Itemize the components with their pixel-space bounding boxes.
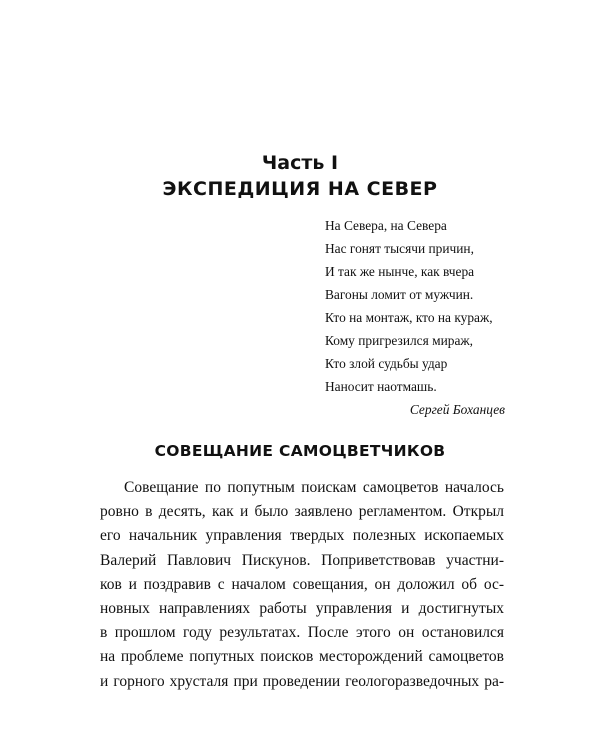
paragraph-line: и горного хрусталя при проведении геологоразведочных ра- bbox=[100, 672, 504, 690]
epigraph-line: И так же нынче, как вчера bbox=[325, 264, 475, 279]
paragraph-line: в прошлом году результатах. После этого он остановился bbox=[100, 624, 504, 642]
epigraph-line: Кто на монтаж, кто на кураж, bbox=[325, 310, 493, 325]
paragraph-line: новных направлениях работы управления и достигнутых bbox=[100, 600, 504, 618]
epigraph-line: На Севера, на Севера bbox=[325, 218, 447, 233]
part-title: ЭКСПЕДИЦИЯ НА СЕВЕР bbox=[162, 178, 438, 200]
epigraph-line: Кому пригрезился мираж, bbox=[325, 333, 474, 348]
epigraph-line: Нас гонят тысячи причин, bbox=[325, 241, 474, 256]
epigraph-line: Наносит наотмашь. bbox=[325, 379, 437, 394]
paragraph-line: Совещание по попутным поискам самоцветов началось bbox=[124, 479, 504, 496]
part-label: Часть I bbox=[261, 152, 339, 174]
paragraph-line: ровно в десять, как и было заявлено регламентом. Открыл bbox=[100, 503, 504, 521]
epigraph-author: Сергей Боханцев bbox=[409, 402, 505, 417]
epigraph bbox=[325, 214, 505, 421]
paragraph-line: ков и поздравив с началом совещания, он доложил об ос- bbox=[100, 575, 504, 593]
paragraph-line: на проблеме попутных поисков месторождений самоцветов bbox=[100, 648, 504, 666]
epigraph-line: Кто злой судьбы удар bbox=[325, 356, 448, 371]
body-paragraph bbox=[100, 476, 504, 694]
paragraph-line: его начальник управления твердых полезных ископаемых bbox=[100, 527, 504, 545]
section-title: СОВЕЩАНИЕ САМОЦВЕТЧИКОВ bbox=[154, 442, 446, 460]
epigraph-line: Вагоны ломит от мужчин. bbox=[325, 287, 474, 302]
paragraph-line: Валерий Павлович Пискунов. Поприветствовав участни- bbox=[100, 551, 504, 569]
